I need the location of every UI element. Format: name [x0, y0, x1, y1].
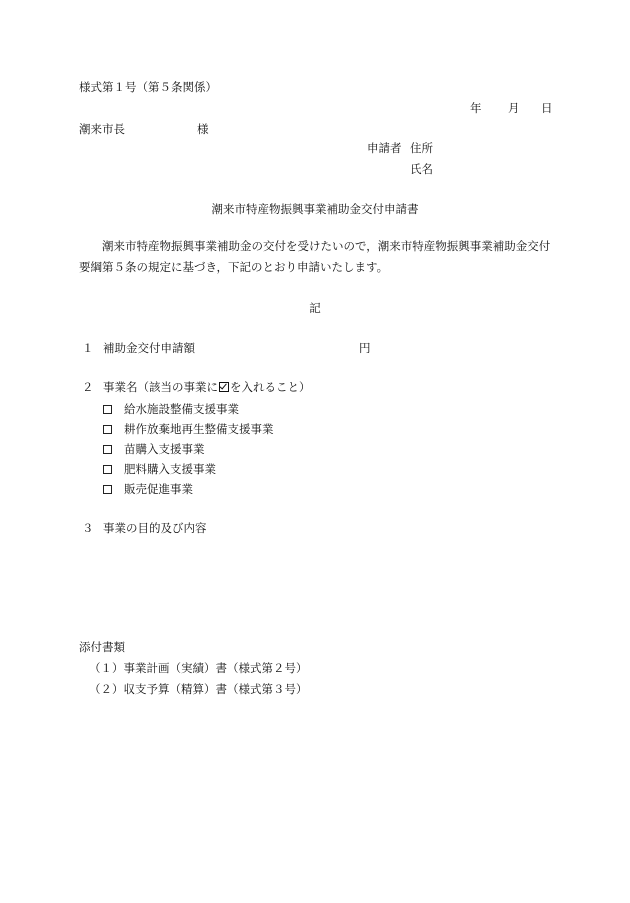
checkbox-icon[interactable] — [103, 485, 112, 494]
item3-label: 事業の目的及び内容 — [103, 521, 207, 535]
option-item[interactable] — [103, 444, 205, 456]
option-label: 給水施設整備支援事業 — [124, 402, 239, 416]
applicant-address-label: 住所 — [410, 141, 433, 155]
item1-number: １ — [82, 341, 94, 355]
option-label: 苗購入支援事業 — [124, 442, 205, 456]
option-item[interactable] — [103, 464, 216, 476]
intro-paragraph: 潮来市特産物振興事業補助金の交付を受けたいので，潮来市特産物振興事業補助金交付要綱第５条の規定に基づき，下記のとおり申請いたします。 — [79, 239, 551, 274]
document-title: 潮来市特産物振興事業補助金交付申請書 — [211, 202, 419, 216]
item2-label-before: 事業名（該当の事業に — [103, 380, 218, 394]
addressee-title: 潮来市長 — [79, 122, 125, 136]
option-item[interactable] — [103, 424, 274, 436]
form-number: 様式第１号（第５条関係） — [79, 80, 217, 94]
checkbox-icon[interactable] — [103, 405, 112, 414]
option-label: 耕作放棄地再生整備支援事業 — [124, 422, 274, 436]
checkbox-icon[interactable] — [103, 445, 112, 454]
date-month-label: 月 — [508, 101, 520, 115]
date-year-label: 年 — [470, 101, 482, 115]
applicant-label: 申請者 — [367, 141, 402, 155]
date-day-label: 日 — [541, 101, 553, 115]
option-label: 販売促進事業 — [124, 482, 193, 496]
option-item[interactable] — [103, 484, 193, 496]
checked-box-icon — [219, 382, 229, 392]
addressee-honorific: 様 — [197, 122, 209, 136]
item3-number: ３ — [82, 521, 94, 535]
checkbox-icon[interactable] — [103, 425, 112, 434]
item1-label: 補助金交付申請額 — [103, 341, 195, 355]
item2-number: ２ — [82, 380, 94, 394]
attachments-heading: 添付書類 — [79, 640, 125, 654]
applicant-name-label: 氏名 — [410, 162, 433, 176]
item2-label-after: を入れること） — [230, 380, 311, 394]
item2-label — [103, 382, 311, 394]
item1-unit: 円 — [359, 341, 371, 355]
option-item[interactable] — [103, 404, 239, 416]
attachment-item: （２）収支予算（精算）書（様式第３号） — [89, 682, 308, 696]
ki-heading: 記 — [309, 301, 321, 315]
attachment-item: （１）事業計画（実績）書（様式第２号） — [89, 661, 308, 675]
checkbox-icon[interactable] — [103, 465, 112, 474]
option-label: 肥料購入支援事業 — [124, 462, 216, 476]
